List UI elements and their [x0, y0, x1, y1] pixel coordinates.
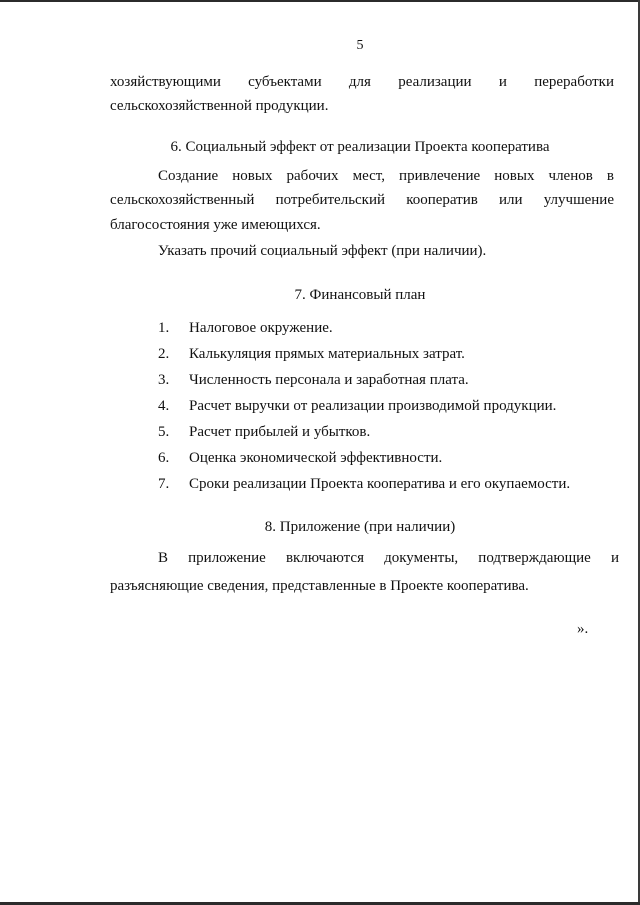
- continuation-line-1: хозяйствующими субъектами для реализации и переработки: [110, 74, 614, 90]
- scan-edge-top: [0, 0, 640, 2]
- list-item-text: Калькуляция прямых материальных затрат.: [189, 346, 465, 362]
- list-item-number: 7.: [158, 476, 170, 492]
- section-6-paragraph-1-line-1: Создание новых рабочих мест, привлечение новых членов в: [158, 168, 614, 184]
- closing-quote-mark: ».: [577, 621, 589, 637]
- list-item-text: Расчет выручки от реализации производимой продукции.: [189, 398, 557, 414]
- list-item-number: 3.: [158, 372, 170, 388]
- section-8-paragraph-line-2: разъясняющие сведения, представленные в Проекте кооператива.: [110, 578, 529, 594]
- list-item-number: 6.: [158, 450, 170, 466]
- continuation-line-2: сельскохозяйственной продукции.: [110, 98, 329, 114]
- section-6-paragraph-1-line-2: сельскохозяйственный потребительский кооператив или улучшение: [110, 192, 614, 208]
- list-item-text: Расчет прибылей и убытков.: [189, 424, 371, 440]
- list-item-text: Налоговое окружение.: [189, 320, 333, 336]
- list-item-number: 1.: [158, 320, 170, 336]
- list-item-number: 4.: [158, 398, 170, 414]
- section-8-heading: 8. Приложение (при наличии): [264, 519, 456, 535]
- section-7-heading: 7. Финансовый план: [294, 287, 426, 303]
- list-item-number: 2.: [158, 346, 170, 362]
- section-6-paragraph-1-line-3: благосостояния уже имеющихся.: [110, 217, 321, 233]
- list-item-text: Сроки реализации Проекта кооператива и его окупаемости.: [189, 476, 571, 492]
- section-6-paragraph-2: Указать прочий социальный эффект (при наличии).: [158, 243, 487, 259]
- list-item-text: Оценка экономической эффективности.: [189, 450, 443, 466]
- section-8-paragraph-line-1: В приложение включаются документы, подтверждающие и: [158, 550, 619, 566]
- list-item-number: 5.: [158, 424, 170, 440]
- section-6-heading: 6. Социальный эффект от реализации Проекта кооператива: [170, 139, 550, 155]
- page-number: 5: [356, 38, 364, 53]
- list-item-text: Численность персонала и заработная плата.: [189, 372, 469, 388]
